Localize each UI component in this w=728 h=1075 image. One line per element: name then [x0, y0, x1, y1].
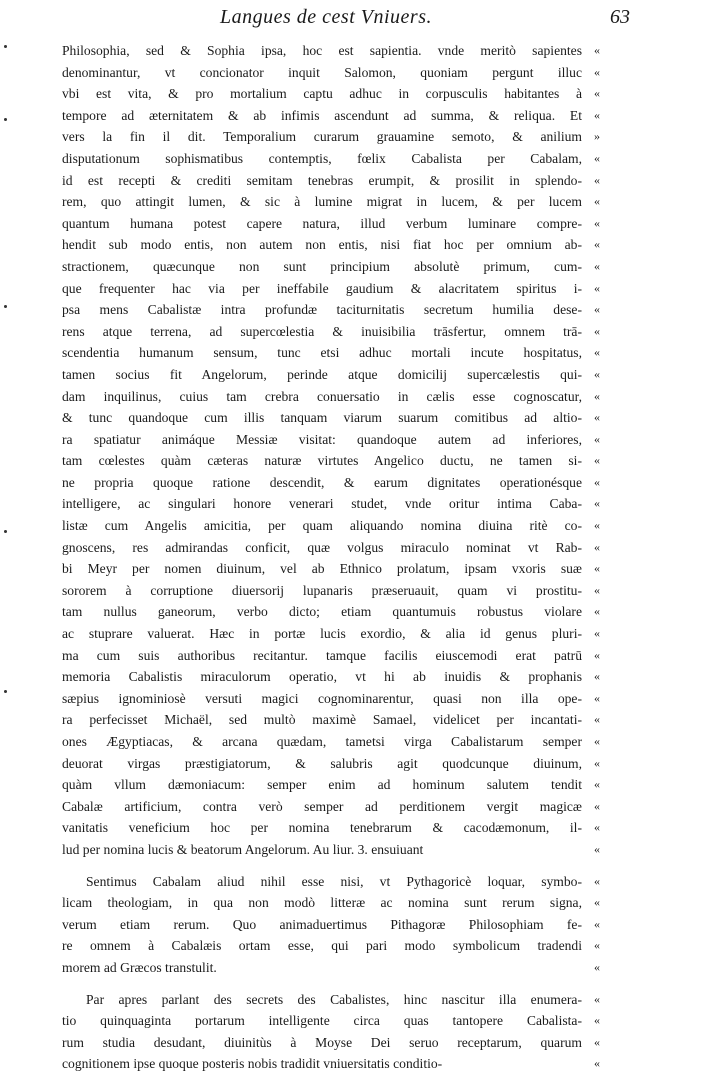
text-line: tempore ad æternitatem & ab infimis ascendunt ad summa, & reliqua. Et: [62, 107, 582, 123]
quote-mark: «: [594, 1056, 600, 1071]
quote-mark: «: [594, 215, 600, 230]
text-line: dam inquilinus, cuius tam crebra conuersatio in cælis esse cognoscatur,: [62, 388, 582, 404]
text-line: memoria Cabalistis miraculorum operatio, vt hi ab inuidis & prophanis: [62, 669, 582, 685]
quote-mark: «: [594, 938, 600, 953]
paragraph: [62, 989, 582, 1075]
quote-mark: «: [594, 539, 600, 554]
quote-mark: «: [594, 734, 600, 748]
text-line: quàm vllum dæmoniacum: semper enim ad hominum salutem tendit: [62, 777, 582, 793]
text-line: morem ad Græcos transtulit.: [62, 959, 217, 975]
text-line: ne propria quoque ratione descendit, & earum dignitates operationésque: [62, 474, 582, 490]
text-line: ra perfecisset Michaël, sed multò maximè Samael, videlicet per incantati-: [62, 712, 582, 728]
text-line: intelligere, ac singulari honore venerari studet, vnde oritur intima Caba-: [62, 496, 582, 512]
quote-mark: «: [594, 582, 600, 597]
text-line: sæpius ignominiosè versuti magici cognominarentur, quasi non illa ope-: [62, 690, 582, 706]
quote-mark: «: [594, 302, 600, 317]
quote-mark: «: [594, 820, 600, 835]
quote-mark: «: [594, 86, 600, 101]
text-line: tamen socius fit Angelorum, perinde atque domicilij supercælestis qui-: [62, 366, 582, 382]
quote-mark: «: [594, 895, 600, 910]
text-line: tam nullus ganeorum, verbo dicto; etiam quantumuis robustus violare: [62, 604, 582, 620]
body-text: [62, 40, 582, 1075]
text-line: rens atque terrena, ad supercœlestia & inuisibilia trāsfertur, omnem trā-: [62, 323, 582, 339]
text-line: gnoscens, res admirandas conficit, quæ volgus miraculo nominat vt Rab-: [62, 539, 582, 555]
text-line: rem, quo attingit lumen, & sic à lumine migrat in lucem, & per lucem: [62, 194, 582, 210]
quote-mark: «: [594, 237, 600, 252]
text-line: ma cum suis authoribus recitantur. tamque facilis eiuscemodi erat patrū: [62, 647, 582, 663]
text-line: quantum humana potest capere natura, illud verbum luminare compre-: [62, 215, 582, 231]
quote-mark: «: [594, 474, 600, 489]
quote-mark: «: [594, 712, 600, 727]
text-line: scendentia humanum sensum, tunc etsi adhuc mortali incute hospitatus,: [62, 345, 582, 361]
quote-mark: «: [594, 777, 600, 792]
quote-mark: «: [594, 172, 600, 187]
text-line: disputationum sophismatibus contemptis, fœlix Cabalista per Cabalam,: [62, 150, 582, 166]
paragraph: [62, 871, 582, 979]
text-line: vanitatis veneficium hoc per nomina tenebrarum & cacodæmonum, il-: [62, 820, 582, 836]
quote-mark: «: [594, 388, 600, 403]
text-line: tam cœlestes quàm cæteras naturæ virtutes Angelico ductu, ne tamen si-: [62, 453, 582, 469]
quote-mark: «: [594, 690, 600, 705]
quote-mark: «: [594, 841, 600, 856]
text-line: ones Ægyptiacas, & arcana quædam, tametsi virga Cabalistarum semper: [62, 734, 582, 749]
quote-mark: «: [594, 604, 600, 619]
text-line: vers la fin il dit. Temporalium curarum grauamine semoto, & anilium: [62, 129, 582, 145]
text-line: que frequenter hac via per ineffabile gaudium & alacritatem spiritus i-: [62, 280, 582, 296]
text-line: licam theologiam, in qua non modò litteræ ac nomina sunt rerum signa,: [62, 895, 582, 911]
text-line: listæ cum Angelis amicitia, per quam aliquando nomina diuina ritè co-: [62, 518, 582, 534]
text-line: id est recepti & crediti semitam tenebras erumpit, & prosilit in splendo-: [62, 172, 582, 188]
paragraph: [62, 40, 582, 861]
text-line: hendit sub modo entis, non autem non entis, nisi fiat hoc per omnium ab-: [62, 237, 582, 253]
quote-mark: «: [594, 107, 600, 122]
text-line: cognitionem ipse quoque posteris nobis tradidit vniuersitatis conditio-: [62, 1056, 443, 1072]
quote-mark: «: [594, 258, 600, 273]
quote-mark: «: [594, 916, 600, 931]
text-line: Par apres parlant des secrets des Cabalistes, hinc nascitur illa enumera-: [86, 991, 582, 1007]
left-margin-marks: [4, 0, 12, 1029]
text-line: sororem à corruptione diuersorij lupanaris præseruauit, quam vi prostitu-: [62, 582, 582, 598]
text-line: Cabalæ artificium, contra verò semper ad perditionem vergit magicæ: [62, 798, 582, 814]
quote-mark: «: [594, 561, 600, 576]
text-line: Philosophia, sed & Sophia ipsa, hoc est sapientia. vnde meritò sapientes: [62, 43, 582, 58]
text-line: bi Meyr per nomen diuinum, vel ab Ethnico prolatum, ipsam vxoris suæ: [62, 561, 582, 577]
quote-mark: «: [594, 1013, 600, 1028]
quote-mark: «: [594, 64, 600, 79]
text-line: verum etiam rerum. Quo animaduertimus Pithagoræ Philosophiam fe-: [62, 916, 582, 932]
quote-mark: «: [594, 431, 600, 446]
text-line: tio quinquaginta portarum intelligente circa quas tantopere Cabalista-: [62, 1013, 582, 1029]
running-title: Langues de cest Vniuers.: [220, 6, 432, 28]
page-number: 63: [610, 6, 630, 28]
text-line: rum studia desudant, diuinitùs à Moyse Dei seruo receptarum, quarum: [62, 1034, 582, 1050]
quote-mark: «: [594, 453, 600, 468]
quote-mark: «: [594, 43, 600, 57]
quote-mark: «: [594, 323, 600, 338]
quote-mark: «: [594, 194, 600, 209]
quote-mark: «: [594, 798, 600, 813]
text-line: Sentimus Cabalam aliud nihil esse nisi, vt Pythagoricè loquar, symbo-: [86, 873, 582, 889]
text-line: vbi est vita, & pro mortalium captu adhuc in corpusculis habitantes à: [62, 86, 582, 102]
text-line: ac stuprare valuerat. Hæc in portæ lucis exordio, & alia id genus pluri-: [62, 626, 582, 642]
text-line: deuorat virgas præstigiatorum, & salubris agit quodcunque diuinum,: [62, 755, 582, 771]
quote-mark: «: [594, 959, 600, 974]
quote-mark: «: [594, 410, 600, 425]
page-header: [150, 6, 630, 36]
quote-mark: «: [594, 496, 600, 511]
quote-mark: «: [594, 755, 600, 770]
text-line: ra spatiatur animáque Messiæ visitat: quandoque autem ad inferiores,: [62, 431, 582, 447]
quote-mark: «: [594, 150, 600, 165]
quote-mark: «: [594, 366, 600, 381]
quote-mark: «: [594, 873, 600, 888]
quote-mark: «: [594, 647, 600, 662]
quote-mark: «: [594, 1034, 600, 1049]
quote-mark: «: [594, 345, 600, 360]
quote-mark: «: [594, 669, 600, 684]
quote-mark: «: [594, 991, 600, 1006]
quote-mark: «: [594, 518, 600, 533]
quote-mark: »: [594, 129, 600, 144]
quote-mark: «: [594, 280, 600, 295]
quotation-gutter: [588, 40, 606, 1075]
text-line: lud per nomina lucis & beatorum Angelorum. Au liur. 3. ensuiuant: [62, 841, 424, 857]
text-line: re omnem à Cabalæis ortam esse, qui pari modo symbolicum tradendi: [62, 938, 582, 954]
text-line: & tunc quandoque cum illis tanquam viarum suarum comitibus ad altio-: [62, 410, 582, 426]
quote-mark: «: [594, 626, 600, 641]
text-line: psa mens Cabalistæ intra profundæ taciturnitatis secretum humilia dese-: [62, 302, 582, 318]
text-line: denominantur, vt concionator inquit Salomon, quoniam pergunt illuc: [62, 64, 582, 80]
text-line: stractionem, quæcunque non sunt principium absolutè primum, cum-: [62, 258, 582, 274]
